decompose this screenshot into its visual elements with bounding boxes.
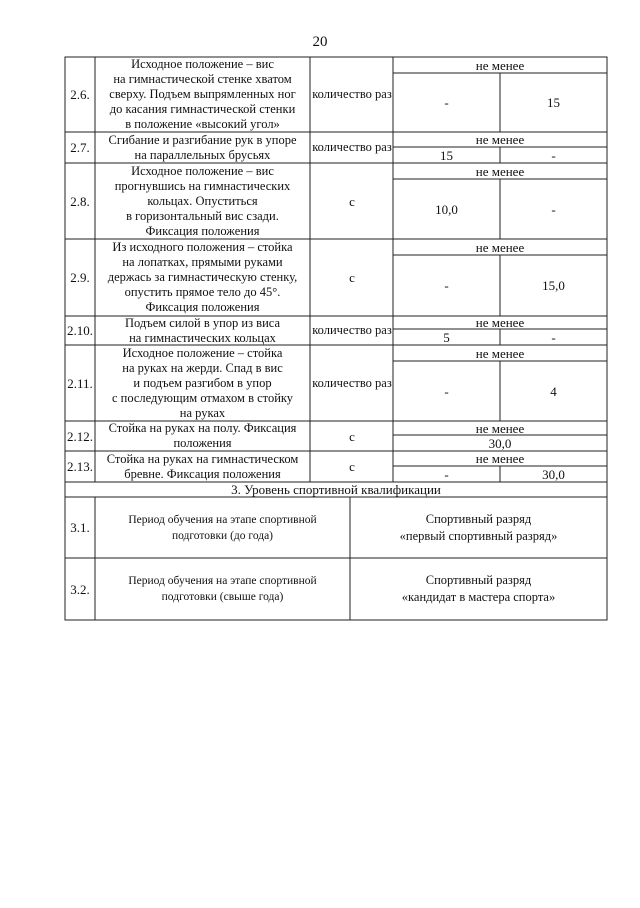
norm-header: не менее	[475, 345, 525, 361]
unit-label: количество раз	[312, 323, 392, 337]
value-cell: 4	[550, 383, 557, 399]
value-cell: -	[444, 95, 449, 110]
norm-header: не менее	[475, 315, 525, 330]
row-number: 2.10.	[67, 323, 93, 338]
row-number: 2.13.	[67, 459, 93, 474]
sport-rank: Спортивный разряд «кандидат в мастера спорта»	[401, 573, 556, 604]
value-cell: 30,0	[542, 466, 565, 482]
value-cell: 15	[547, 95, 560, 110]
value-cell: -	[551, 201, 556, 217]
norm-header: не менее	[475, 451, 525, 466]
row-number: 3.2.	[70, 581, 90, 597]
value-cell: 5	[443, 329, 450, 345]
row-number: 2.11.	[67, 375, 93, 391]
row-number: 2.8.	[70, 193, 90, 209]
page-number: 20	[312, 34, 328, 50]
unit-label: с	[349, 270, 355, 285]
exercise-description: Стойка на руках на гимнастическом бревне. Фиксация положения	[106, 451, 299, 481]
sport-rank: Спортивный разряд «первый спортивный разряд»	[399, 511, 558, 543]
value-cell: 15,0	[542, 278, 565, 293]
unit-label: с	[349, 193, 355, 209]
unit-label: количество раз	[312, 140, 392, 154]
row-number: 3.1.	[70, 520, 90, 535]
exercise-description: Сгибание и разгибание рук в упоре на параллельных брусьях	[108, 132, 297, 162]
value-cell: -	[551, 329, 556, 345]
row-number: 2.7.	[70, 140, 90, 155]
exercise-description: Исходное положение – стойка на руках на жерди. Спад в вис и подъем разгибом в упор с последующим отмахом в стойку на руках	[111, 345, 294, 420]
norm-header: не менее	[475, 163, 525, 179]
norm-header: не менее	[475, 132, 525, 147]
exercise-description: Из исходного положения – стойка на лопатках, прямыми руками держась за гимнастическую стенку, опустить прямое тело до 45°. Фиксация положения	[107, 240, 298, 314]
value-cell: 10,0	[435, 201, 458, 217]
training-period: Период обучения на этапе спортивной подготовки (свыше года)	[128, 575, 317, 603]
unit-label: с	[349, 459, 355, 474]
value-cell-merged: 30,0	[488, 435, 512, 451]
value-cell: -	[444, 383, 449, 399]
row-number: 2.6.	[70, 87, 90, 102]
unit-label: количество раз	[312, 375, 392, 390]
value-cell: -	[444, 278, 449, 293]
row-number: 2.12.	[67, 428, 93, 444]
exercise-description: Исходное положение – вис на гимнастической стенке хватом сверху. Подъем выпрямленных ног до касания гимнастической стенки в положение «высокий угол»	[109, 57, 296, 131]
norm-header: не менее	[475, 420, 525, 436]
norm-header: не менее	[475, 239, 525, 255]
unit-label: с	[349, 428, 355, 444]
value-cell: -	[551, 147, 556, 163]
norm-header: не менее	[475, 57, 525, 73]
row-number: 2.9.	[70, 270, 90, 285]
exercise-description: Подъем силой в упор из виса на гимнастических кольцах	[124, 315, 281, 345]
unit-label: количество раз	[312, 87, 392, 101]
value-cell: -	[444, 466, 449, 482]
section-title: 3. Уровень спортивной квалификации	[231, 482, 441, 497]
value-cell: 15	[440, 147, 453, 163]
exercise-description: Исходное положение – вис прогнувшись на гимнастических кольцах. Опуститься в горизонтальный вис сзади. Фиксация положения	[114, 163, 291, 238]
training-period: Период обучения на этапе спортивной подготовки (до года)	[128, 513, 317, 542]
exercise-description: Стойка на руках на полу. Фиксация положения	[108, 421, 297, 450]
